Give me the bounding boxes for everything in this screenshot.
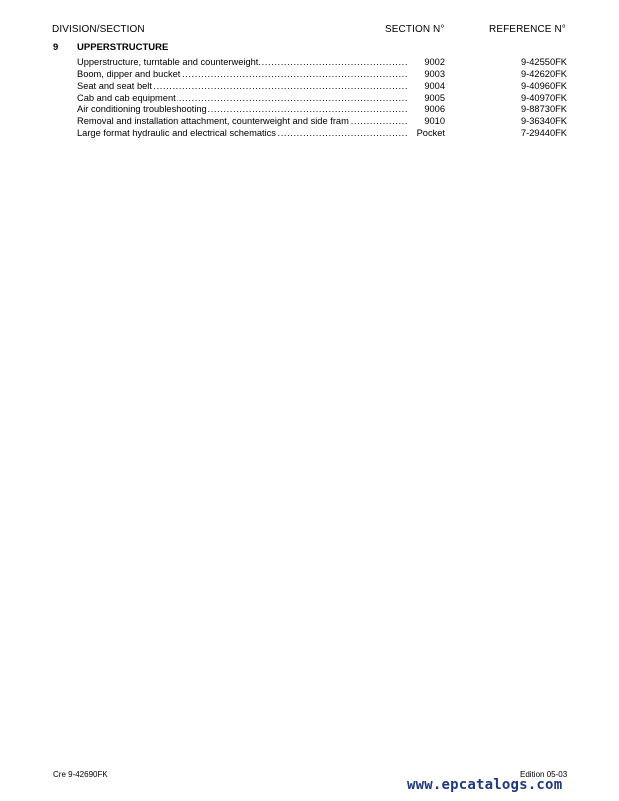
- toc-entry-section: 9003: [407, 68, 445, 80]
- toc-entry-reference: 9-88730FK: [521, 104, 567, 114]
- footer-document-reference: Cre 9-42690FK: [53, 770, 108, 779]
- toc-entry: [77, 56, 567, 68]
- toc-entry: [77, 103, 567, 115]
- toc-entry: [77, 115, 567, 127]
- toc-entry-reference: 9-42620FK: [521, 69, 567, 79]
- watermark: www.epcatalogs.com: [407, 777, 563, 793]
- footer-edition: Edition 05-03: [520, 770, 568, 779]
- toc-entry-title: Boom, dipper and bucket: [77, 69, 181, 79]
- toc-entry-section: 9002: [407, 56, 445, 68]
- column-header-reference-number: REFERENCE N°: [489, 24, 566, 35]
- column-header-division-section: DIVISION/SECTION: [52, 24, 145, 35]
- division-title: UPPERSTRUCTURE: [77, 42, 169, 53]
- toc-entry-title: Air conditioning troubleshooting: [77, 104, 207, 114]
- toc-entry-title: Seat and seat belt: [77, 81, 152, 91]
- toc-entry-title: Cab and cab equipment: [77, 93, 176, 103]
- toc-entry-section: Pocket: [407, 127, 445, 139]
- toc-entry-reference: 9-40970FK: [521, 93, 567, 103]
- toc-entry-title: Large format hydraulic and electrical schematics: [77, 128, 276, 138]
- toc-entry: [77, 127, 567, 139]
- toc-entry-reference: 9-42550FK: [521, 57, 567, 67]
- toc-entry-title: Removal and installation attachment, counterweight and side fram: [77, 116, 349, 126]
- toc-entry-section: 9010: [407, 115, 445, 127]
- toc-entry-reference: 7-29440FK: [521, 128, 567, 138]
- toc-entry-section: 9004: [407, 80, 445, 92]
- toc-entry-section: 9006: [407, 103, 445, 115]
- toc-entry: [77, 80, 567, 92]
- toc-entry-reference: 9-40960FK: [521, 81, 567, 91]
- toc-entry-title: Upperstructure, turntable and counterweight: [77, 57, 259, 67]
- toc-entry-reference: 9-36340FK: [521, 116, 567, 126]
- toc-entry: [77, 68, 567, 80]
- division-number: 9: [53, 42, 59, 53]
- toc-entry-section: 9005: [407, 92, 445, 104]
- column-header-section-number: SECTION N°: [385, 24, 445, 35]
